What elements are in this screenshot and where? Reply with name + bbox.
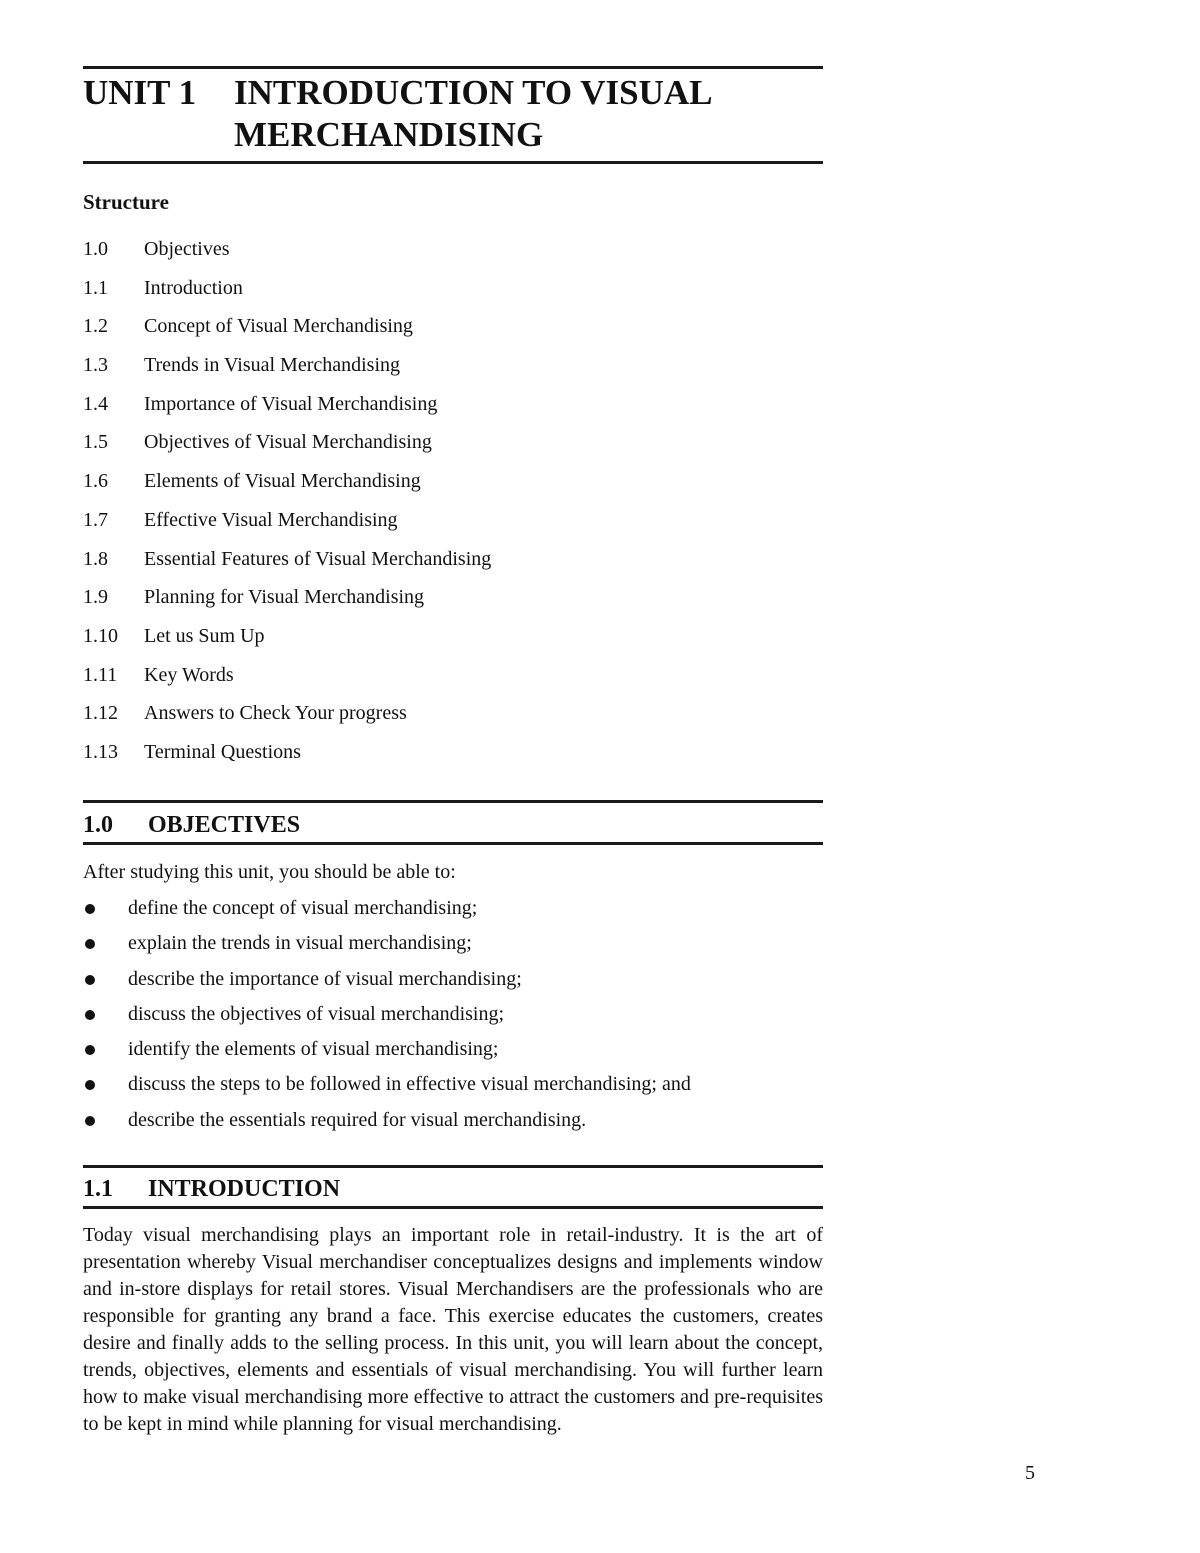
list-item-text: discuss the steps to be followed in effective visual merchandising; and xyxy=(128,1073,691,1096)
structure-item-number: 1.6 xyxy=(83,470,108,493)
list-item-text: define the concept of visual merchandising; xyxy=(128,897,478,919)
structure-item-number: 1.10 xyxy=(83,624,118,647)
structure-item-label: Importance of Visual Merchandising xyxy=(144,392,438,415)
bullet-icon xyxy=(85,1045,95,1055)
list-item-text: explain the trends in visual merchandising; xyxy=(128,932,472,955)
list-item-text: discuss the objectives of visual merchandising; xyxy=(128,1002,505,1025)
structure-item xyxy=(83,273,783,312)
introduction-number: 1.1 xyxy=(83,1176,113,1202)
list-item-text: describe the importance of visual merchandising; xyxy=(128,967,522,990)
unit-heading-bottom-rule xyxy=(83,161,823,164)
structure-item-label: Key Words xyxy=(144,663,234,686)
structure-item-label: Elements of Visual Merchandising xyxy=(144,470,421,493)
structure-item xyxy=(83,505,783,544)
bullet-icon xyxy=(85,1080,95,1090)
structure-item xyxy=(83,698,783,737)
structure-item xyxy=(83,234,783,273)
introduction-bottom-rule xyxy=(83,1206,823,1209)
unit-number: UNIT 1 xyxy=(83,73,197,112)
structure-item-number: 1.8 xyxy=(83,547,108,570)
list-item xyxy=(83,1000,823,1035)
structure-item xyxy=(83,389,783,428)
structure-item-label: Effective Visual Merchandising xyxy=(144,508,398,531)
objectives-top-rule xyxy=(83,800,823,803)
bullet-icon xyxy=(85,1010,95,1020)
structure-item-number: 1.4 xyxy=(83,392,108,415)
structure-item-number: 1.13 xyxy=(83,740,118,763)
introduction-title: INTRODUCTION xyxy=(148,1176,341,1202)
structure-item-label: Objectives of Visual Merchandising xyxy=(144,431,432,454)
structure-item-number: 1.3 xyxy=(83,354,108,377)
structure-item-number: 1.7 xyxy=(83,508,108,531)
list-item xyxy=(83,1035,823,1070)
structure-item-number: 1.0 xyxy=(83,238,108,260)
unit-title: INTRODUCTION TO VISUAL MERCHANDISING xyxy=(234,73,711,154)
bullet-icon xyxy=(85,904,95,914)
structure-item xyxy=(83,350,783,389)
list-item xyxy=(83,965,823,1000)
objectives-title: OBJECTIVES xyxy=(148,812,301,838)
introduction-top-rule xyxy=(83,1165,823,1168)
structure-item xyxy=(83,660,783,699)
list-item xyxy=(83,894,823,929)
objectives-number: 1.0 xyxy=(83,812,113,838)
objectives-bottom-rule xyxy=(83,842,823,845)
structure-item-label: Trends in Visual Merchandising xyxy=(144,354,401,377)
structure-item xyxy=(83,621,783,660)
bullet-icon xyxy=(85,1116,95,1126)
structure-item-number: 1.2 xyxy=(83,315,108,338)
introduction-paragraph: Today visual merchandising plays an important role in retail-industry. It is the art of presentation whereby Visual merchandiser conceptualizes designs and implements window and in-store displays for retail stores. Visual Merchandisers are the professionals who are responsible for granting any brand a face. This exercise educates the customers, creates desire and finally adds to the selling process. In this unit, you will learn about the concept, trends, objectives, elements and essentials of visual merchandising. You will further learn how to make visual merchandising more effective to attract the customers and pre-requisites to be kept in mind while planning for visual merchandising. xyxy=(83,1224,823,1435)
structure-item-number: 1.1 xyxy=(83,276,108,299)
list-item xyxy=(83,1106,823,1141)
structure-item-number: 1.9 xyxy=(83,586,108,609)
structure-item-label: Objectives xyxy=(144,238,230,260)
structure-item xyxy=(83,311,783,350)
bullet-icon xyxy=(85,939,95,949)
structure-item-label: Planning for Visual Merchandising xyxy=(144,586,425,609)
objectives-list xyxy=(83,894,823,1141)
structure-item xyxy=(83,582,783,621)
top-rule xyxy=(83,66,823,69)
structure-item xyxy=(83,427,783,466)
structure-item-number: 1.11 xyxy=(83,663,118,686)
structure-item-label: Essential Features of Visual Merchandising xyxy=(144,547,492,570)
list-item-text: describe the essentials required for visual merchandising. xyxy=(128,1108,587,1131)
structure-item-number: 1.12 xyxy=(83,702,118,725)
list-item xyxy=(83,929,823,964)
structure-list xyxy=(83,234,783,776)
objectives-intro: After studying this unit, you should be able to: xyxy=(83,861,456,883)
structure-item-label: Introduction xyxy=(144,276,243,299)
bullet-icon xyxy=(85,975,95,985)
introduction-heading xyxy=(83,1174,340,1204)
structure-item xyxy=(83,737,783,776)
structure-item-label: Answers to Check Your progress xyxy=(144,702,407,725)
page-number: 5 xyxy=(1025,1462,1035,1484)
structure-item-label: Let us Sum Up xyxy=(144,624,265,647)
structure-item-label: Terminal Questions xyxy=(144,740,301,763)
structure-label: Structure xyxy=(83,190,169,214)
structure-item-label: Concept of Visual Merchandising xyxy=(144,315,413,338)
structure-item xyxy=(83,544,783,583)
structure-item xyxy=(83,466,783,505)
list-item-text: identify the elements of visual merchandising; xyxy=(128,1038,499,1061)
objectives-heading xyxy=(83,810,300,840)
structure-item-number: 1.5 xyxy=(83,431,108,454)
list-item xyxy=(83,1070,823,1105)
